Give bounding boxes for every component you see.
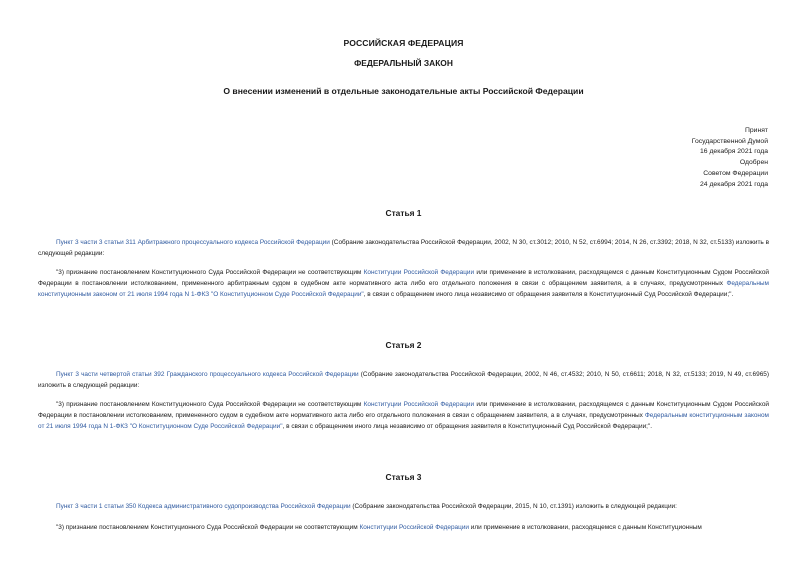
paragraph-text: (Собрание законодательства Российской Федерации, 2002, N 30, ст.3012; 2010, N 52, ст.6994; 2014, N 26, ст.3392; 2018, N 32, ст.5133) изложить в следующей редакции: <box>38 239 769 257</box>
constitution-link[interactable]: Конституции Российской Федерации <box>363 401 475 408</box>
article-2-paragraph-2 <box>38 400 769 433</box>
adoption-block <box>692 126 768 190</box>
paragraph-text: , в связи с обращением иного лица независимо от обращения заявителя в Конституционный Суд Российской Федерации;". <box>363 290 734 298</box>
article-2-heading: Статья 2 <box>385 340 422 350</box>
adoption-line: Государственной Думой <box>691 137 768 145</box>
paragraph-text: (Собрание законодательства Российской Федерации, 2002, N 46, ст.4532; 2010, N 50, ст.6611; 2018, N 32, ст.5133; 2019, N 49, ст.6965) изложить в следующей редакции: <box>38 371 769 389</box>
country-heading: РОССИЙСКАЯ ФЕДЕРАЦИЯ <box>343 38 464 48</box>
paragraph-text: , в связи с обращением иного лица независимо от обращения заявителя в Конституционный Суд Российской Федерации;". <box>282 422 653 430</box>
code-reference-link[interactable]: Пункт 3 части 3 статьи 311 Арбитражного процессуального кодекса Российской Федерации <box>56 239 330 246</box>
paragraph-text: (Собрание законодательства Российской Федерации, 2015, N 10, ст.1391) изложить в следующей редакции: <box>350 503 677 510</box>
document-title: О внесении изменений в отдельные законодательные акты Российской Федерации <box>223 86 584 96</box>
paragraph-text: "3) признание постановлением Конституционного Суда Российской Федерации не соответствующим <box>56 401 364 408</box>
article-3-paragraph-1 <box>38 502 769 513</box>
paragraph-text: или применение в истолковании, расходящемся с данным Конституционным Судом Российской Федерации в постановлении истолкованием, примененного арбитражным судом в судебном акте нормативного акта либо его отдельного положения в связи с обращением заявителя, а в случаях, предусмотренных <box>38 269 769 287</box>
article-2-paragraph-1 <box>38 370 769 392</box>
adoption-line: Принят <box>744 127 768 134</box>
constitution-link[interactable]: Конституции Российской Федерации <box>363 269 475 276</box>
paragraph-text: "3) признание постановлением Конституционного Суда Российской Федерации не соответствующим <box>56 269 364 276</box>
document-type-heading: ФЕДЕРАЛЬНЫЙ ЗАКОН <box>354 58 453 68</box>
article-1-heading: Статья 1 <box>385 208 422 218</box>
adoption-line: Одобрен <box>739 159 768 167</box>
constitutional-court-law-link[interactable]: Федеральным конституционным законом от 21 июля 1994 года N 1-ФКЗ "О Конституционном Суде Российской Федерации" <box>38 279 769 298</box>
article-1-paragraph-1 <box>38 238 769 260</box>
paragraph-text: или применение в истолковании, расходящемся с данным Конституционным <box>469 524 702 531</box>
code-reference-link[interactable]: Пункт 3 части 1 статьи 350 Кодекса административного судопроизводства Российской Федерации <box>56 503 351 510</box>
adoption-line: Советом Федерации <box>703 169 768 177</box>
paragraph-text: или применение в истолковании, расходящемся с данным Конституционным Судом Российской Федерации в постановлении истолкованием, примененного судом в судебном акте нормативного акта либо его отдельного положения в связи с обращением заявителя, а в случаях, предусмотренных <box>38 401 769 419</box>
constitution-link[interactable]: Конституции Российской Федерации <box>359 524 470 531</box>
code-reference-link[interactable]: Пункт 3 части четвертой статьи 392 Гражданского процессуального кодекса Российской Федерации <box>56 371 359 378</box>
adoption-line: 16 декабря 2021 года <box>700 148 768 156</box>
article-1-paragraph-2 <box>38 268 769 301</box>
article-3-paragraph-2 <box>38 523 769 534</box>
constitutional-court-law-link[interactable]: Федеральным конституционным законом от 21 июля 1994 года N 1-ФКЗ "О Конституционном Суде Российской Федерации" <box>38 411 769 430</box>
paragraph-text: "3) признание постановлением Конституционного Суда Российской Федерации не соответствующим <box>56 524 360 531</box>
adoption-line: 24 декабря 2021 года <box>700 180 768 188</box>
article-3-heading: Статья 3 <box>385 472 422 482</box>
